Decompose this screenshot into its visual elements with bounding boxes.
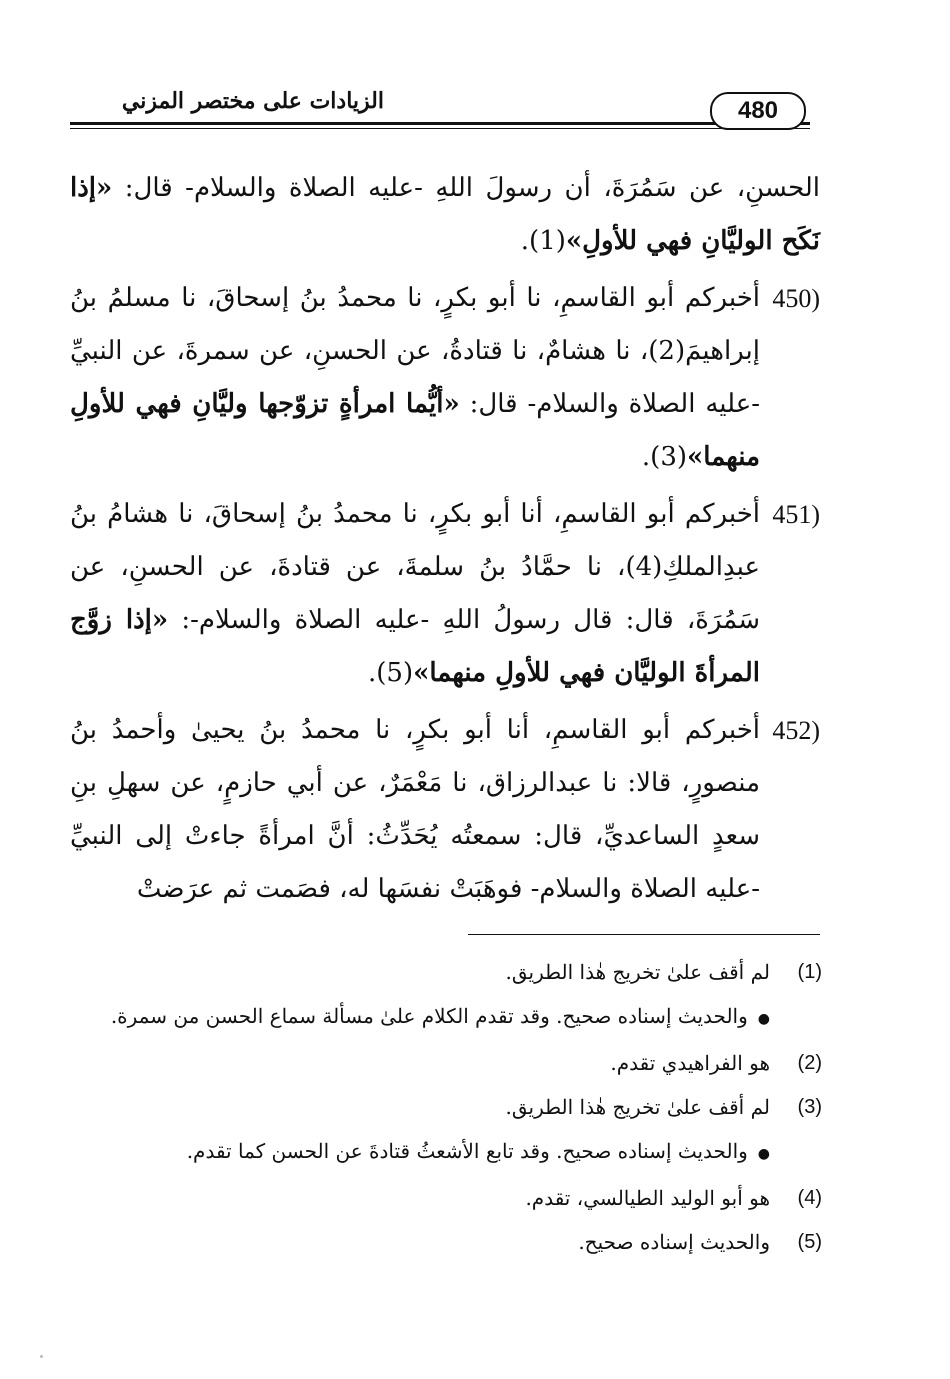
hadith-number: 451) — [772, 500, 820, 529]
footnote-number: (3) — [797, 1096, 822, 1118]
footnote-number: (1) — [797, 961, 822, 983]
running-title: الزيادات على مختصر المزني — [116, 88, 390, 114]
footnote-note-text: والحديث إسناده صحيح. وقد تقدم الكلام علىٰ مسألة سماع الحسن من سمرة. — [110, 1004, 748, 1028]
footnote-separator — [468, 934, 820, 935]
text-tail: (5). — [368, 658, 414, 688]
text-tail: (3). — [641, 442, 688, 472]
hadith-450 — [70, 272, 820, 484]
footnote-text: هو أبو الوليد الطيالسي، تقدم. — [525, 1186, 770, 1210]
footnotes — [70, 950, 822, 1264]
page-header — [70, 88, 810, 132]
footnote-2 — [70, 1041, 822, 1085]
page-number: 480 — [710, 92, 806, 130]
text-plain: أخبركم أبو القاسمِ، أنا أبو بكرٍ، نا محمدُ بنُ يحيىٰ وأحمدُ بنُ منصورٍ، قالا: نا عبدالرزاق، نا مَعْمَرٌ، عن أبي حازمٍ، عن سهلِ بنِ سعدٍ الساعديِّ، قال: سمعتُه يُحَدِّثُ: أنَّ امرأةً جاءتْ إلى النبيِّ -عليه الصلاة والسلام- فوهَبَتْ نفسَها له، فصَمت ثم عرَضتْ — [70, 715, 760, 904]
header-rule-thick — [70, 122, 810, 125]
footnote-number: (2) — [797, 1052, 822, 1074]
text-plain: أخبركم أبو القاسمِ، أنا أبو بكرٍ، نا محمدُ بنُ إسحاقَ، نا هشامُ بنُ عبدِالملكِ(4)، نا حمَّادُ بنُ سلمةَ، عن قتادةَ، عن الحسنِ، عن سَمُرَةَ، قال: قال رسولُ اللهِ -عليه الصلاة والسلام-: — [70, 499, 760, 635]
hadith-quote: «أيُّما امرأةٍ تزوّجها وليَّانِ فهي للأولِ منهما» — [70, 389, 760, 472]
footnote-4 — [70, 1176, 822, 1220]
footnote-number: (4) — [797, 1187, 822, 1209]
footnote-text: والحديث إسناده صحيح. — [578, 1230, 770, 1254]
footnote-3-note — [70, 1129, 822, 1176]
footnote-5 — [70, 1220, 822, 1264]
scan-speck — [40, 1355, 43, 1358]
hadith-quote: «إذا زوَّج المرأةَ الوليَّان فهي للأولِ منهما» — [70, 605, 760, 688]
footnote-text: هو الفراهيدي تقدم. — [610, 1051, 770, 1075]
hadith-number: 450) — [772, 284, 820, 313]
footnote-text: لم أقف علىٰ تخريج هٰذا الطريق. — [505, 1095, 770, 1119]
header-rule-thin — [70, 128, 810, 129]
footnote-text: لم أقف علىٰ تخريج هٰذا الطريق. — [505, 960, 770, 984]
footnote-1 — [70, 950, 822, 994]
footnote-1-note — [70, 994, 822, 1041]
main-text — [70, 162, 820, 920]
text-plain: الحسنِ، عن سَمُرَةَ، أن رسولَ اللهِ -عليه الصلاة والسلام- قال: — [112, 173, 820, 203]
hadith-451 — [70, 488, 820, 700]
text-tail: (1). — [520, 226, 566, 256]
text-plain: أخبركم أبو القاسمِ، نا أبو بكرٍ، نا محمدُ بنُ إسحاقَ، نا مسلمُ بنُ إبراهيمَ(2)، نا هشامٌ، نا قتادةُ، عن الحسنِ، عن سمرةَ، عن النبيِّ -عليه الصلاة والسلام- قال: — [70, 283, 761, 419]
footnote-note-text: والحديث إسناده صحيح. وقد تابع الأشعثُ قتادةَ عن الحسن كما تقدم. — [186, 1139, 748, 1163]
footnote-number: (5) — [797, 1231, 822, 1253]
footnote-3 — [70, 1085, 822, 1129]
paragraph-continued — [70, 162, 820, 268]
hadith-452 — [70, 704, 820, 916]
hadith-number: 452) — [772, 716, 820, 745]
hadith-quote: «إذا نَكَح الوليَّانِ فهي للأولِ» — [70, 173, 820, 256]
